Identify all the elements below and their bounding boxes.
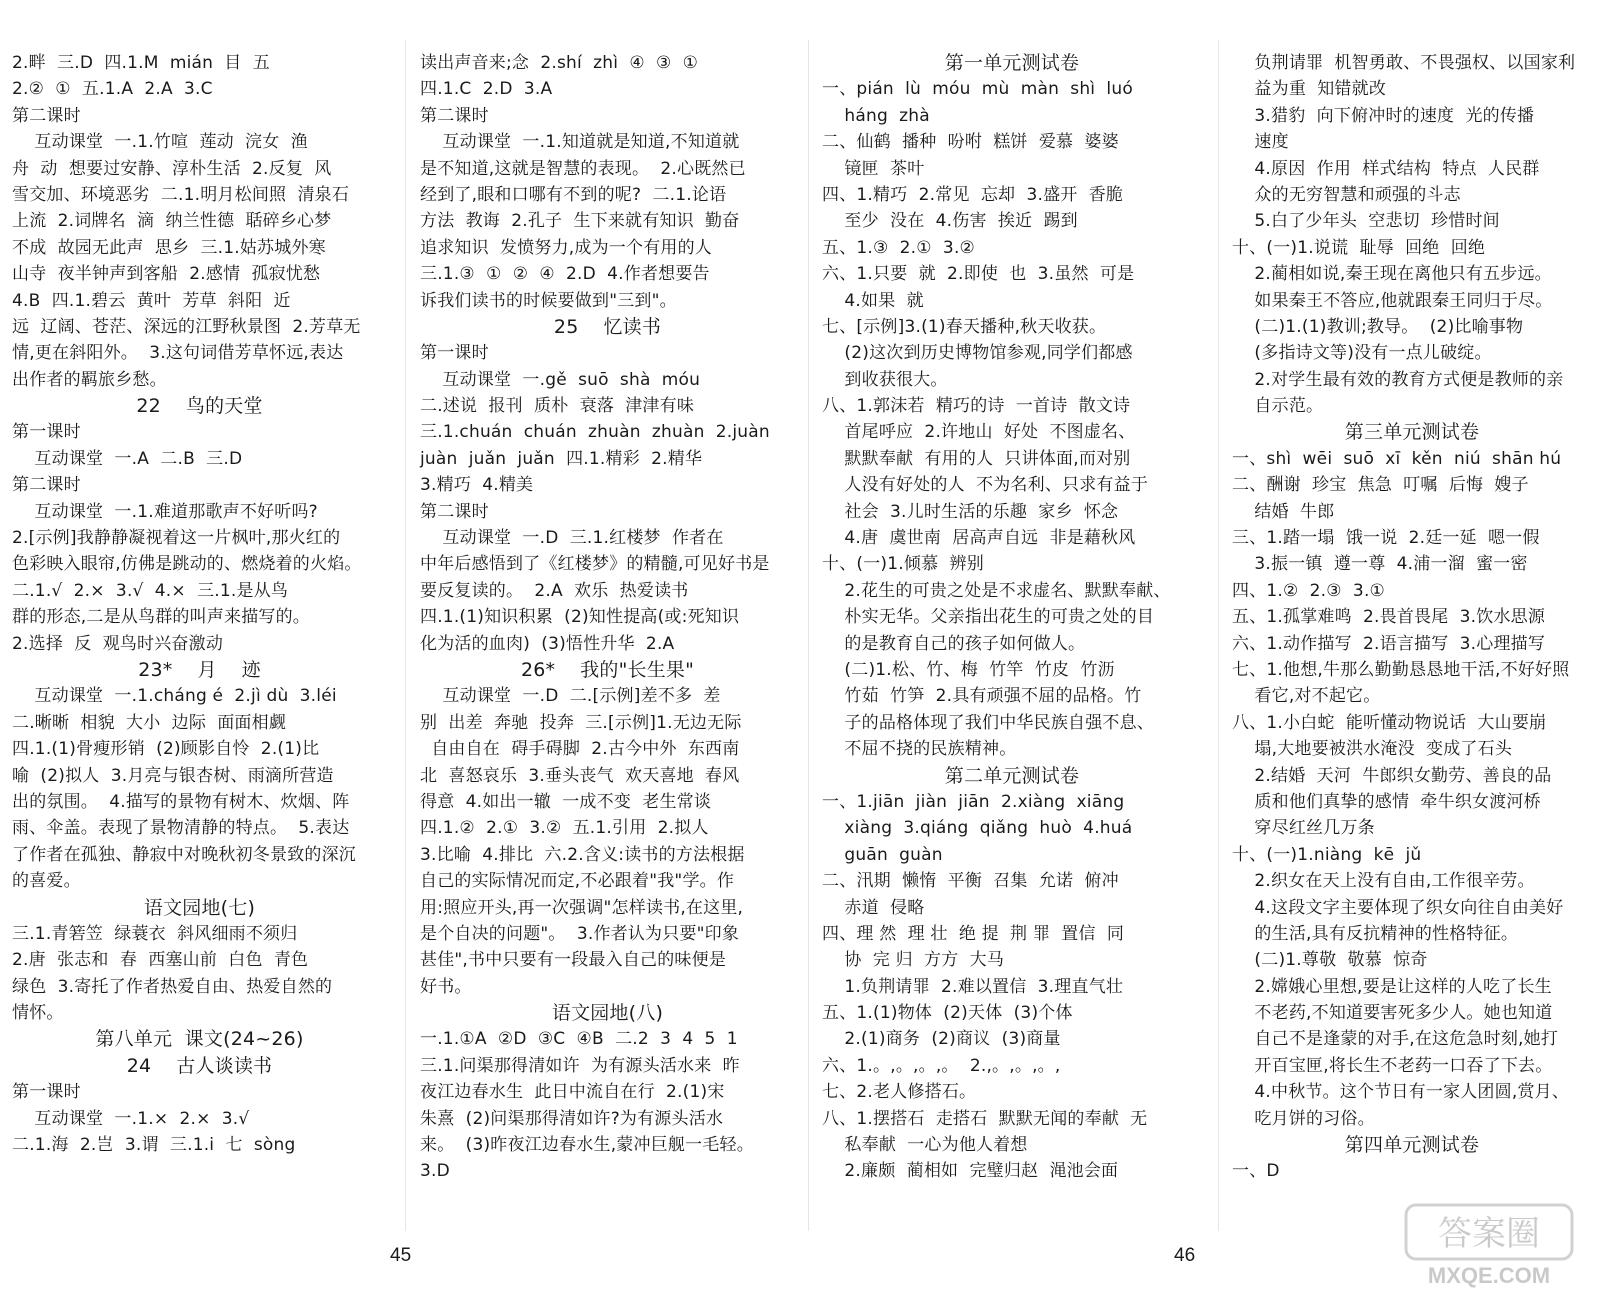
- text-line: 的是教育自己的孩子如何做人。: [822, 633, 1086, 654]
- text-line: 2.织女在天上没有自由,工作很辛劳。: [1232, 871, 1535, 892]
- text-line: 来。 (3)昨夜江边春水生,蒙冲巨舰一毛轻。: [420, 1135, 754, 1156]
- left-page-column-2: [420, 50, 795, 1185]
- text-line: 穿尽红丝几万条: [1232, 818, 1375, 839]
- text-line: 2.花生的可贵之处是不求虚名、默默奉献、: [822, 580, 1171, 601]
- text-line: 1.负荆请罪 2.难以置信 3.理直气壮: [822, 976, 1124, 997]
- watermark-logo: [1404, 1201, 1574, 1291]
- text-line: 绿色 3.寄托了作者热爱自由、热爱自然的: [12, 976, 333, 997]
- text-line: 的喜爱。: [12, 871, 81, 892]
- text-line: 六、1.。,。,。,。 2.,。,。,。,: [822, 1055, 1061, 1076]
- text-line: 负荆请罪 机智勇敢、不畏强权、以国家利: [1232, 53, 1576, 73]
- text-line: 三、1.踏一塌 饿一说 2.廷一延 嗯一假: [1232, 528, 1540, 549]
- text-line: 互动课堂 一.D 三.1.红楼梦 作者在: [420, 528, 724, 549]
- text-line: 方法 教诲 2.孔子 生下来就有知识 勤奋: [420, 211, 740, 232]
- text-line: 二.1.√ 2.× 3.√ 4.× 三.1.是从鸟: [12, 580, 289, 601]
- text-line: 十、(一)1.说谎 耻辱 回绝 回绝: [1232, 237, 1486, 258]
- text-line: 的生活,具有反抗精神的性格特征。: [1232, 923, 1519, 944]
- text-line: 情怀。: [12, 1003, 64, 1024]
- right-page-column-1: [822, 50, 1202, 1185]
- text-line: 读出声音来;念 2.shí zhì ④ ③ ①: [420, 53, 699, 73]
- text-line: 到收获很大。: [822, 369, 948, 390]
- text-line: 一、shì wēi suō xī kěn niú shān hú: [1232, 448, 1562, 469]
- text-line: 色彩映入眼帘,仿佛是跳动的、燃烧着的火焰。: [12, 554, 362, 575]
- text-line: 二.1.海 2.岂 3.谓 三.1.i 七 sòng: [12, 1135, 296, 1156]
- text-line: 第一单元测试卷: [944, 52, 1080, 74]
- text-line: 4.唐 虞世南 居高声自远 非是藉秋风: [822, 528, 1136, 549]
- text-line: 群的形态,二是从鸟群的叫声来描写的。: [12, 607, 311, 628]
- text-line: 远 辽阔、苍茫、深远的江野秋景图 2.芳草无: [12, 316, 361, 337]
- text-line: (二)1.尊敬 敬慕 惊奇: [1232, 950, 1428, 971]
- text-line: 二、汛期 懒惰 平衡 召集 允诺 俯冲: [822, 871, 1119, 892]
- text-line: 自示范。: [1232, 396, 1324, 417]
- text-line: 速度: [1232, 132, 1289, 153]
- text-line: 得意 4.如出一辙 一成不变 老生常谈: [420, 791, 712, 812]
- text-line: 三.1.③ ① ② ④ 2.D 4.作者想要告: [420, 264, 710, 285]
- text-line: 不屈不挠的民族精神。: [822, 739, 1017, 760]
- text-line: 5.白了少年头 空悲切 珍惜时间: [1232, 211, 1500, 232]
- text-line: 一、1.jiān jiàn jiān 2.xiàng xiāng: [822, 791, 1125, 812]
- text-line: juàn juǎn juǎn 四.1.精彩 2.精华: [420, 448, 703, 469]
- text-line: 别 出差 奔驰 投奔 三.[示例]1.无边无际: [420, 712, 742, 733]
- text-line: 互动课堂 一.A 二.B 三.D: [12, 448, 243, 469]
- text-line: 甚佳",书中只要有一段最入自己的味便是: [420, 950, 727, 971]
- page-number-left: 45: [390, 1245, 412, 1266]
- text-line: 第二单元测试卷: [944, 764, 1080, 787]
- text-line: 第三单元测试卷: [1344, 421, 1480, 444]
- text-line: 25 忆读书: [553, 315, 662, 338]
- text-line: 十、(一)1.倾慕 辨别: [822, 554, 984, 575]
- text-line: 七、[示例]3.(1)春天播种,秋天收获。: [822, 316, 1107, 337]
- column-divider: [1218, 40, 1219, 1231]
- text-line: 人没有好处的人 不为名利、只求有益于: [822, 475, 1149, 496]
- text-line: 二、仙鹤 播种 吩咐 糕饼 爱慕 婆婆: [822, 132, 1119, 153]
- text-line: 是个自决的问题"。 3.作者认为只要"印象: [420, 923, 740, 944]
- text-line: (多指诗文等)没有一点儿破绽。: [1232, 343, 1492, 364]
- text-line: 私奉献 一心为他人着想: [822, 1135, 1028, 1156]
- text-line: 不成 故园无此声 思乡 三.1.姑苏城外寒: [12, 237, 326, 258]
- text-line: 二.晰晰 相貌 大小 边际 面面相觑: [12, 712, 287, 733]
- text-line: 益为重 知错就改: [1232, 79, 1387, 100]
- text-line: 追求知识 发愤努力,成为一个有用的人: [420, 237, 713, 258]
- text-line: 用:照应开头,再一次强调"怎样读书,在这里,: [420, 897, 744, 918]
- text-line: 吃月饼的习俗。: [1232, 1108, 1375, 1129]
- text-line: 二.述说 报刊 质朴 衰落 津津有味: [420, 396, 695, 417]
- text-line: 互动课堂 一.1.竹喧 莲动 浣女 渔: [12, 132, 308, 153]
- text-line: 四.1.② 2.① 3.② 五.1.引用 2.拟人: [420, 818, 709, 839]
- page-number-right: 46: [1174, 1245, 1196, 1266]
- text-line: 雨、伞盖。表现了景物清静的特点。 5.表达: [12, 818, 350, 839]
- text-line: 八、1.小白蛇 能听懂动物说话 大山要崩: [1232, 712, 1547, 733]
- text-line: 一、D: [1232, 1161, 1280, 1182]
- text-line: 第四单元测试卷: [1344, 1134, 1480, 1157]
- text-line: 22 鸟的天堂: [136, 395, 263, 418]
- text-line: 语文园地(八): [551, 1002, 664, 1025]
- text-line: 2.[示例]我静静凝视着这一片枫叶,那火红的: [12, 528, 341, 549]
- text-line: 至少 没在 4.伤害 挨近 踢到: [822, 211, 1078, 232]
- text-line: (二)1.松、竹、梅 竹竿 竹皮 竹沥: [822, 659, 1115, 680]
- text-line: 2.对学生最有效的教育方式便是教师的亲: [1232, 369, 1564, 390]
- text-line: 竹茹 竹笋 2.具有顽强不屈的品格。竹: [822, 686, 1142, 707]
- column-divider: [405, 40, 406, 1231]
- text-line: 第一课时: [420, 343, 489, 364]
- text-line: 众的无穷智慧和顽强的斗志: [1232, 184, 1461, 205]
- text-line: 朴实无华。父亲指出花生的可贵之处的目: [822, 607, 1155, 628]
- text-line: 4.如果 就: [822, 290, 924, 311]
- text-line: 4.中秋节。这个节日有一家人团圆,赏月、: [1232, 1082, 1570, 1103]
- text-line: 24 古人谈读书: [126, 1054, 273, 1077]
- text-line: 质和他们真挚的感情 牵牛织女渡河桥: [1232, 791, 1541, 812]
- text-line: 四、理 然 理 壮 绝 提 荆 罪 置信 同: [822, 923, 1125, 944]
- page-divider: [808, 40, 809, 1231]
- left-page-column-1: [12, 50, 387, 1158]
- text-line: 2.廉颇 蔺相如 完璧归赵 渑池会面: [822, 1161, 1119, 1182]
- text-line: 互动课堂 一.D 二.[示例]差不多 差: [420, 686, 721, 707]
- text-line: 3.精巧 4.精美: [420, 475, 534, 496]
- text-line: 3.振一镇 遵一尊 4.浦一溜 蜜一密: [1232, 554, 1528, 575]
- text-line: 四.1.(1)骨瘦形销 (2)顾影自怜 2.(1)比: [12, 739, 320, 760]
- text-line: 经到了,眼和口哪有不到的呢? 二.1.论语: [420, 184, 727, 205]
- watermark-text: 答案圈: [1438, 1214, 1540, 1254]
- right-page-column-2: [1232, 50, 1592, 1185]
- text-line: 塌,大地要被洪水淹没 变成了石头: [1232, 739, 1513, 760]
- text-line: 化为活的血肉) (3)悟性升华 2.A: [420, 633, 675, 654]
- text-line: 诉我们读书的时候要做到"三到"。: [420, 290, 677, 311]
- text-line: 四、1.精巧 2.常见 忘却 3.盛开 香脆: [822, 184, 1124, 205]
- text-line: 不老药,不知道要害死多少人。她也知道: [1232, 1003, 1553, 1024]
- text-line: 上流 2.词牌名 滴 纳兰性德 聒碎乡心梦: [12, 211, 332, 232]
- text-line: 首尾呼应 2.许地山 好处 不图虚名、: [822, 422, 1136, 443]
- text-line: 2.蔺相如说,秦王现在离他只有五步远。: [1232, 264, 1552, 285]
- text-line: 十、(一)1.niàng kē jǔ: [1232, 844, 1422, 865]
- text-line: 3.比喻 4.排比 六.2.含义:读书的方法根据: [420, 844, 745, 865]
- text-line: 第二课时: [420, 105, 489, 126]
- text-line: 一.1.①A ②D ③C ④B 二.2 3 4 5 1: [420, 1029, 738, 1050]
- text-line: 七、2.老人修搭石。: [822, 1082, 977, 1103]
- text-line: xiàng 3.qiáng qiǎng huò 4.huá: [822, 818, 1133, 839]
- text-line: 五、1.③ 2.① 3.②: [822, 237, 975, 258]
- text-line: 好书。: [420, 976, 472, 997]
- text-line: 三.1.chuán chuán zhuàn zhuàn 2.juàn: [420, 422, 770, 443]
- text-line: 八、1.摆搭石 走搭石 默默无闻的奉献 无: [822, 1108, 1148, 1129]
- text-line: (2)这次到历史博物馆参观,同学们都感: [822, 343, 1133, 364]
- text-line: 第八单元 课文(24~26): [95, 1028, 304, 1051]
- text-line: 喻 (2)拟人 3.月亮与银杏树、雨滴所营造: [12, 765, 334, 786]
- text-line: 出作者的羁旅乡愁。: [12, 369, 167, 390]
- text-line: 结婚 牛郎: [1232, 501, 1335, 522]
- watermark-subtext: MXQE.COM: [1427, 1263, 1551, 1288]
- text-line: 中年后感悟到了《红楼梦》的精髓,可见好书是: [420, 554, 770, 575]
- text-line: 看它,对不起它。: [1232, 686, 1381, 707]
- text-line: 自己不是逢蒙的对手,在这危急时刻,她打: [1232, 1029, 1559, 1050]
- text-line: 第二课时: [420, 501, 489, 522]
- text-line: 自由自在 碍手碍脚 2.古今中外 东西南: [420, 739, 740, 760]
- text-line: 4.原因 作用 样式结构 特点 人民群: [1232, 158, 1540, 179]
- text-line: 互动课堂 一.1.× 2.× 3.√: [12, 1108, 250, 1129]
- text-line: 一、pián lù móu mù màn shì luó: [822, 79, 1133, 100]
- text-line: 如果秦王不答应,他就跟秦王同归于尽。: [1232, 290, 1553, 311]
- text-line: guān guàn: [822, 844, 943, 865]
- text-line: 五、1.孤掌难鸣 2.畏首畏尾 3.饮水思源: [1232, 607, 1546, 628]
- text-line: 六、1.只要 就 2.即使 也 3.虽然 可是: [822, 264, 1135, 285]
- text-line: 七、1.他想,牛那么勤勤恳恳地干活,不好好照: [1232, 659, 1570, 680]
- text-line: 2.畔 三.D 四.1.M mián 目 五: [12, 53, 270, 73]
- text-line: 3.猎豹 向下俯冲时的速度 光的传播: [1232, 105, 1535, 126]
- text-line: 社会 3.儿时生活的乐趣 家乡 怀念: [822, 501, 1119, 522]
- text-line: 协 完 归 方方 大马: [822, 950, 1005, 971]
- text-line: 北 喜怒哀乐 3.垂头丧气 欢天喜地 春风: [420, 765, 740, 786]
- text-line: 舟 动 想要过安静、淳朴生活 2.反复 风: [12, 158, 332, 179]
- text-line: (二)1.(1)教训;教导。 (2)比喻事物: [1232, 316, 1524, 337]
- text-line: 2.选择 反 观鸟时兴奋激动: [12, 633, 224, 654]
- text-line: 互动课堂 一.gě suō shà móu: [420, 369, 701, 390]
- text-line: 2.结婚 天河 牛郎织女勤劳、善良的品: [1232, 765, 1552, 786]
- text-line: 4.这段文字主要体现了织女向往自由美好: [1232, 897, 1564, 918]
- text-line: 第一课时: [12, 1082, 81, 1103]
- text-line: 第二课时: [12, 105, 81, 126]
- text-line: 五、1.(1)物体 (2)天体 (3)个体: [822, 1003, 1073, 1024]
- text-line: 开百宝匣,将长生不老药一口吞了下去。: [1232, 1055, 1553, 1076]
- text-line: 要反复读的。 2.A 欢乐 热爱读书: [420, 580, 689, 601]
- text-line: 23* 月 迹: [138, 658, 261, 681]
- text-line: 六、1.动作描写 2.语言描写 3.心理描写: [1232, 633, 1546, 654]
- text-line: 默默奉献 有用的人 只讲体面,而对别: [822, 448, 1131, 469]
- text-line: 朱熹 (2)问渠那得清如许?为有源头活水: [420, 1108, 724, 1129]
- text-line: 二、酬谢 珍宝 焦急 叮嘱 后悔 嫂子: [1232, 475, 1529, 496]
- text-line: 四.1.C 2.D 3.A: [420, 79, 553, 100]
- text-line: 2.② ① 五.1.A 2.A 3.C: [12, 79, 213, 100]
- text-line: 2.唐 张志和 春 西塞山前 白色 青色: [12, 950, 309, 971]
- text-line: 第一课时: [12, 422, 81, 443]
- text-line: 互动课堂 一.1.cháng é 2.jì dù 3.léi: [12, 686, 337, 707]
- text-line: 是不知道,这就是智慧的表现。 2.心既然已: [420, 158, 746, 179]
- text-line: 镜匣 茶叶: [822, 158, 925, 179]
- text-line: 互动课堂 一.1.难道那歌声不好听吗?: [12, 501, 318, 522]
- text-line: 赤道 侵略: [822, 897, 925, 918]
- text-line: 第二课时: [12, 475, 81, 496]
- text-line: háng zhà: [822, 105, 930, 126]
- text-line: 互动课堂 一.1.知道就是知道,不知道就: [420, 132, 740, 153]
- text-line: 语文园地(七): [143, 896, 256, 919]
- text-line: 山寺 夜半钟声到客船 2.感情 孤寂忧愁: [12, 264, 321, 285]
- text-line: 2.(1)商务 (2)商议 (3)商量: [822, 1029, 1061, 1050]
- text-line: 自己的实际情况而定,不必跟着"我"学。作: [420, 871, 735, 892]
- text-line: 八、1.郭沫若 精巧的诗 一首诗 散文诗: [822, 396, 1131, 417]
- text-line: 26* 我的"长生果": [520, 658, 695, 681]
- text-line: 四.1.(1)知识积累 (2)知性提高(或:死知识: [420, 607, 740, 628]
- text-line: 2.嫦娥心里想,要是让这样的人吃了长生: [1232, 976, 1552, 997]
- text-line: 4.B 四.1.碧云 黄叶 芳草 斜阳 近: [12, 290, 291, 311]
- text-line: 3.D: [420, 1161, 450, 1182]
- text-line: 三.1.青箬笠 绿蓑衣 斜风细雨不须归: [12, 923, 298, 944]
- text-line: 子的品格体现了我们中华民族自强不息、: [822, 712, 1155, 733]
- text-line: 雪交加、环境恶劣 二.1.明月松间照 清泉石: [12, 184, 350, 205]
- text-line: 四、1.② 2.③ 3.①: [1232, 580, 1385, 601]
- text-line: 情,更在斜阳外。 3.这句词借芳草怀远,表达: [12, 343, 344, 364]
- text-line: 夜江边春水生 此日中流自在行 2.(1)宋: [420, 1082, 725, 1103]
- text-line: 出的氛围。 4.描写的景物有树木、炊烟、阵: [12, 791, 350, 812]
- text-line: 了作者在孤独、静寂中对晚秋初冬景致的深沉: [12, 844, 356, 865]
- text-line: 三.1.问渠那得清如许 为有源头活水来 昨: [420, 1055, 740, 1076]
